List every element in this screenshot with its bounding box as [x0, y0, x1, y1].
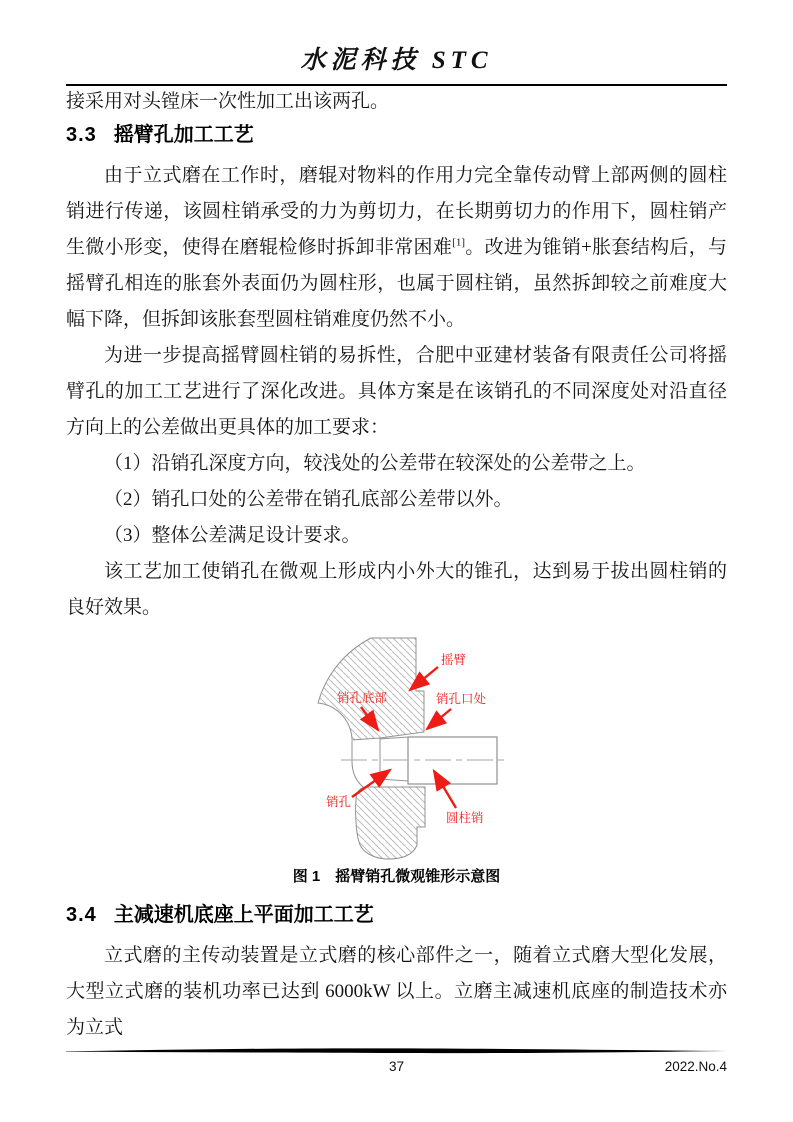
hole-bottom-label: 销孔底部 [337, 691, 388, 705]
rocker-arm-label: 摇臂 [441, 653, 467, 667]
paragraph-3-3-1-text: 由于立式磨在工作时，磨辊对物料的作用力完全靠传动臂上部两侧的圆柱销进行传递，该圆柱销承受的力为剪切力，在长期剪切力的作用下，圆柱销产生微小形变，使得在磨辊检修时拆卸非常困难 [66, 165, 727, 258]
section-3-3-number: 3.3 [66, 124, 97, 146]
figure-1-caption: 图 1 摇臂销孔微观锥形示意图 [292, 868, 501, 885]
hole-mouth-label: 销孔口处 [436, 692, 487, 706]
hole-mouth-arrow [427, 709, 451, 729]
paragraph-3-3-1-text-cont: 。改进为锥销+胀套结构后，与摇臂孔相连的胀套外表面仍为圆柱形，也属于圆柱销，虽然拆卸较之前难度大幅下降，但拆卸该胀套型圆柱销难度仍然不小。 [66, 237, 727, 330]
rocker-arm-lower-section [356, 787, 425, 859]
page-footer [66, 1046, 727, 1074]
paragraph-3-3-3: 该工艺加工使销孔在微观上形成内小外大的锥孔，达到易于拔出圆柱销的良好效果。 [66, 561, 727, 618]
list-item-1: （1）沿销孔深度方向，较浅处的公差带在较深处的公差带之上。 [104, 453, 646, 474]
paragraph-3-3-1 [66, 158, 727, 338]
figure-1 [66, 630, 727, 866]
rocker-arm-left-wall [352, 741, 363, 787]
paragraph-3-3-2: 为进一步提高摇臂圆柱销的易拆性，合肥中亚建材装备有限责任公司将摇臂孔的加工工艺进行了深化改进。具体方案是在该销孔的不同深度处对沿直径方向上的公差做出更具体的加工要求： [66, 345, 727, 438]
intro-paragraph: 接采用对头镗床一次性加工出该两孔。 [66, 91, 390, 112]
page-number: 37 [388, 1059, 405, 1074]
journal-title: 水泥科技 STC [300, 47, 493, 74]
paragraph-3-4-1: 立式磨的主传动装置是立式磨的核心部件之一，随着立式磨大型化发展，大型立式磨的装机功率已达到 6000kW 以上。立磨主减速机底座的制造技术亦为立式 [66, 945, 727, 1038]
section-3-4-number: 3.4 [66, 904, 97, 926]
figure-1-drawing [293, 630, 510, 866]
section-3-3-heading [66, 120, 727, 150]
section-3-4-heading [66, 900, 727, 930]
issue-number: 2022.No.4 [664, 1059, 727, 1074]
section-3-3-title: 摇臂孔加工工艺 [113, 124, 254, 146]
citation-ref-1: [1] [452, 236, 465, 249]
page-content [66, 0, 727, 1046]
footer-rule [66, 1046, 727, 1058]
section-3-4-title: 主减速机底座上平面加工工艺 [113, 904, 374, 926]
rocker-arm-upper-section [318, 638, 424, 740]
cylinder-pin-label: 圆柱销 [446, 811, 484, 825]
list-item-3: （3）整体公差满足设计要求。 [104, 525, 361, 546]
pin-hole-label: 销孔 [326, 795, 352, 809]
list-item-2: （2）销孔口处的公差带在销孔底部公差带以外。 [104, 489, 513, 510]
